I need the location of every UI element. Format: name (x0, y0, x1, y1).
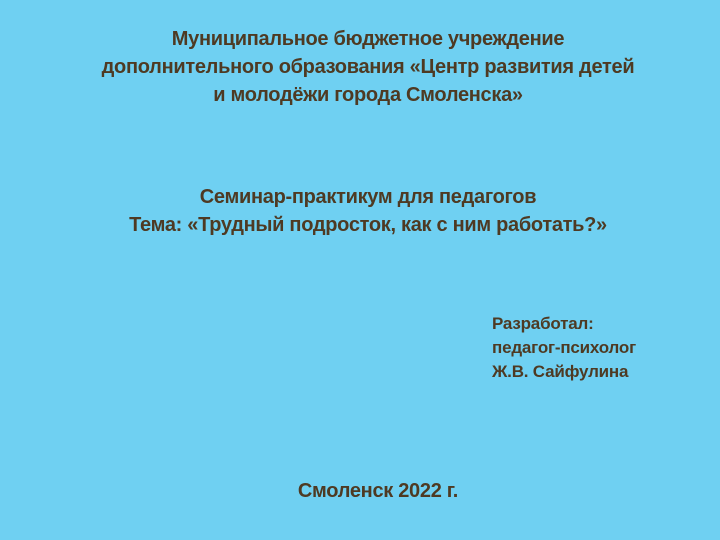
slide-title-line-1: Муниципальное бюджетное учреждение (171, 28, 565, 50)
seminar-subtitle (30, 183, 706, 239)
slide-title-line-3: и молодёжи города Смоленска» (213, 84, 523, 106)
seminar-subtitle-line-2: Тема: «Трудный подросток, как с ним работать?» (129, 214, 607, 236)
footer-city-year: Смоленск 2022 г. (297, 480, 459, 502)
slide-title (30, 25, 706, 109)
author-name: Ж.В. Сайфулина (492, 362, 629, 381)
author-role-label: Разработал: (492, 314, 594, 333)
slide-title-line-2: дополнительного образования «Центр развития детей (101, 56, 635, 78)
author-position: педагог-психолог (492, 338, 636, 357)
author-block (492, 312, 636, 384)
seminar-subtitle-line-1: Семинар-практикум для педагогов (199, 186, 537, 208)
